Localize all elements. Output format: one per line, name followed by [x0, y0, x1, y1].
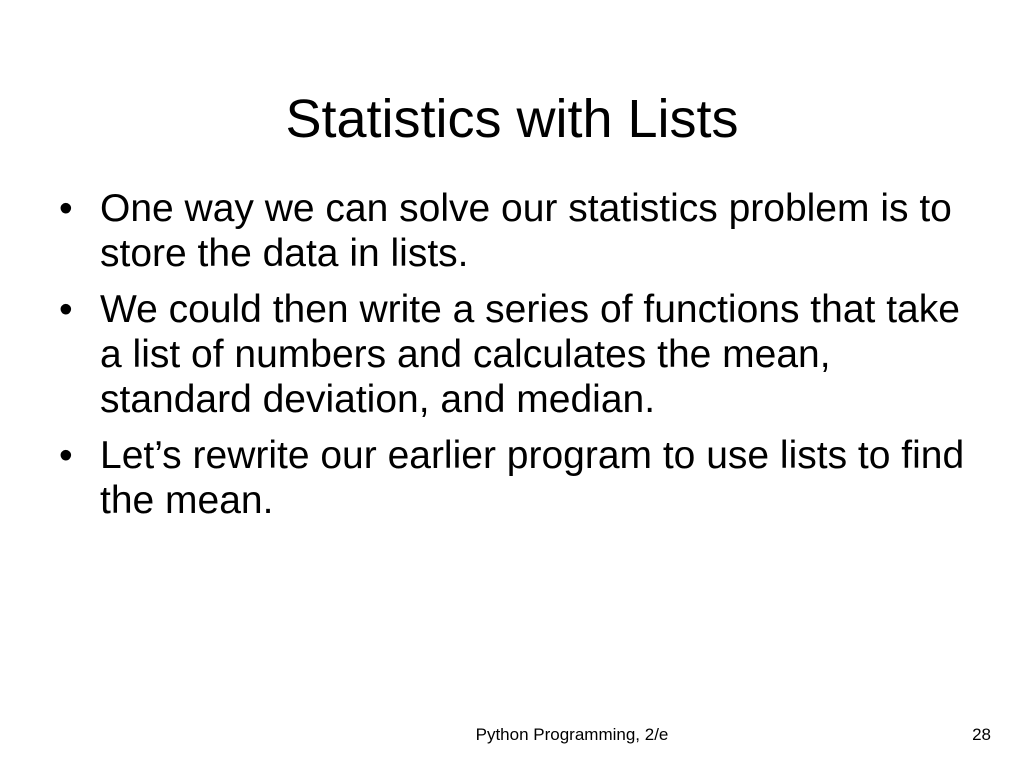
page-number: 28	[972, 725, 991, 744]
bullet-list	[55, 186, 990, 534]
bullet-dot-icon: •	[59, 288, 73, 331]
bullet-item	[55, 186, 990, 276]
bullet-text: Let’s rewrite our earlier program to use lists to find the mean.	[100, 434, 965, 522]
bullet-text: One way we can solve our statistics problem is to store the data in lists.	[100, 187, 952, 275]
bullet-dot-icon: •	[59, 187, 73, 230]
slide-title: Statistics with Lists	[285, 89, 739, 149]
bullet-dot-icon: •	[59, 434, 73, 477]
bullet-text: We could then write a series of functions that take a list of numbers and calculates the mean, standard deviation, and median.	[100, 288, 960, 421]
bullet-item	[55, 287, 990, 422]
footer-text: Python Programming, 2/e	[475, 725, 669, 744]
bullet-item	[55, 433, 990, 523]
